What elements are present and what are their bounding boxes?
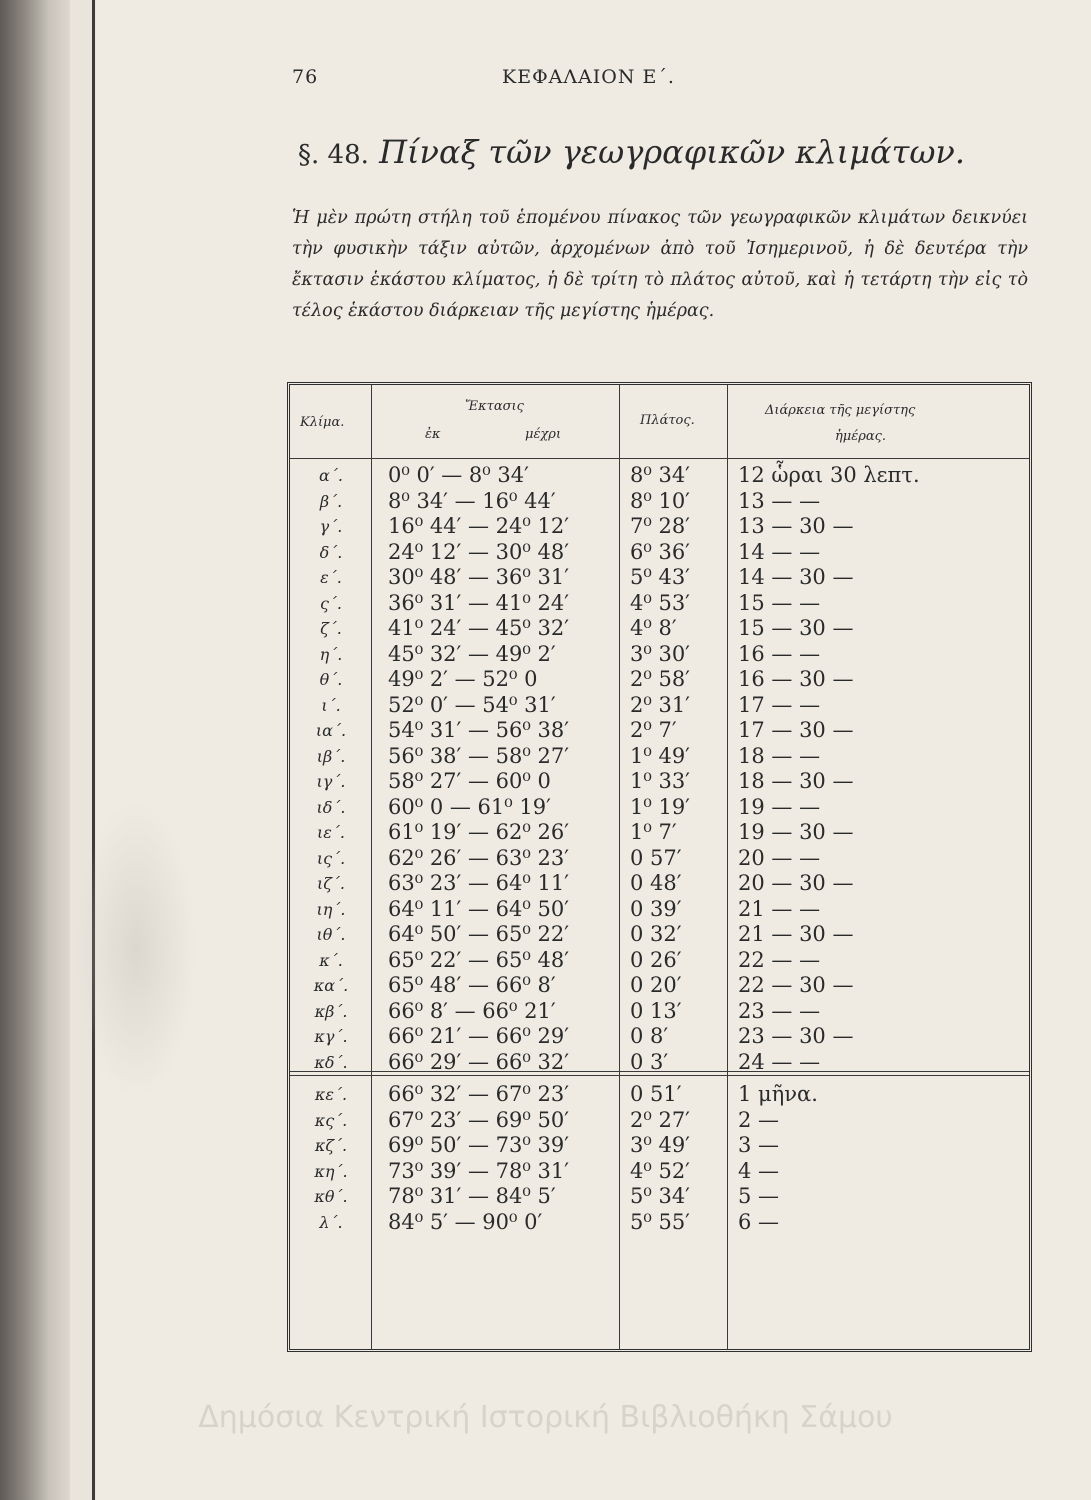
ektasis-cell: 63⁰ 23′ — 64⁰ 11′ — [388, 871, 569, 895]
table-row — [290, 463, 1029, 489]
diarkeia-cell: 23 — — — [738, 998, 821, 1023]
platos-cell: 5⁰ 43′ — [630, 565, 690, 589]
diarkeia-cell: 20 — — — [738, 845, 821, 870]
header-ektasis: Ἔκτασις — [465, 399, 524, 414]
ektasis-cell: 45⁰ 32′ — 49⁰ 2′ — [388, 641, 556, 666]
klima-cell: κα΄. — [313, 976, 349, 995]
klima-cell: ις΄. — [316, 848, 346, 868]
ektasis-cell: 52⁰ 0′ — 54⁰ 31′ — [388, 692, 556, 717]
platos-cell: 0 3′ — [630, 1049, 669, 1074]
klima-cell: γ΄. — [319, 517, 343, 536]
ektasis-cell: 49⁰ 2′ — 52⁰ 0 — [388, 667, 538, 691]
diarkeia-cell: 13 — 30 — — [738, 514, 854, 538]
ektasis-cell: 54⁰ 31′ — 56⁰ 38′ — [388, 718, 569, 742]
header-ek: ἐκ — [425, 427, 441, 442]
ektasis-cell: 36⁰ 31′ — 41⁰ 24′ — [388, 590, 569, 615]
klima-cell: κ΄. — [319, 950, 343, 970]
platos-cell: 2⁰ 58′ — [630, 667, 690, 691]
platos-cell: 0 13′ — [630, 998, 682, 1023]
ektasis-cell: 66⁰ 29′ — 66⁰ 32′ — [388, 1049, 569, 1074]
ektasis-cell: 16⁰ 44′ — 24⁰ 12′ — [388, 514, 569, 538]
table-row — [290, 1082, 1029, 1108]
diarkeia-cell: 4 — — [738, 1158, 780, 1183]
table-row — [290, 1133, 1029, 1159]
table-row — [290, 871, 1029, 897]
klima-cell: η΄. — [319, 644, 343, 664]
ektasis-cell: 66⁰ 21′ — 66⁰ 29′ — [388, 1024, 569, 1048]
table-row — [290, 667, 1029, 693]
table-row — [290, 718, 1029, 744]
table-row — [290, 693, 1029, 719]
diarkeia-cell: 15 — 30 — — [738, 616, 854, 640]
table-row — [290, 514, 1029, 540]
platos-cell: 0 8′ — [630, 1024, 669, 1048]
page-edge-line — [92, 0, 95, 1500]
klima-cell: λ΄. — [319, 1212, 343, 1232]
table-row — [290, 616, 1029, 642]
platos-cell: 2⁰ 7′ — [630, 718, 677, 742]
ektasis-cell: 41⁰ 24′ — 45⁰ 32′ — [388, 616, 569, 640]
ektasis-cell: 58⁰ 27′ — 60⁰ 0 — [388, 769, 551, 793]
table-row — [290, 591, 1029, 617]
platos-cell: 1⁰ 49′ — [630, 743, 690, 768]
diarkeia-cell: 18 — 30 — — [738, 769, 854, 793]
ektasis-cell: 65⁰ 48′ — 66⁰ 8′ — [388, 973, 556, 997]
ektasis-cell: 0⁰ 0′ — 8⁰ 34′ — [388, 463, 529, 487]
klima-cell: κζ΄. — [314, 1136, 348, 1155]
table-body-months — [290, 1082, 1029, 1235]
diarkeia-cell: 12 ὧραι 30 λεπτ. — [738, 463, 920, 487]
ektasis-cell: 62⁰ 26′ — 63⁰ 23′ — [388, 845, 569, 870]
platos-cell: 0 48′ — [630, 871, 682, 895]
diarkeia-cell: 22 — — — [738, 947, 821, 972]
diarkeia-cell: 21 — — — [738, 896, 821, 921]
klima-cell: κη΄. — [314, 1161, 348, 1181]
diarkeia-cell: 24 — — — [738, 1049, 821, 1074]
diarkeia-cell: 20 — 30 — — [738, 871, 854, 895]
platos-cell: 0 20′ — [630, 973, 682, 997]
intro-paragraph: Ἡ μὲν πρώτη στήλη τοῦ ἑπομένου πίνακος τῶν γεωγραφικῶν κλιμάτων δεικνύει τὴν φυσικὴν τάξιν αὐτῶν, ἀρχομένων ἀπὸ τοῦ Ἰσημερινοῦ, ἡ δὲ δευτέρα τὴν ἔκτασιν ἑκάστου κλίματος, ἡ δὲ τρίτη τὸ πλάτος αὐτοῦ, καὶ ἡ τετάρτη τὴν εἰς τὸ τέλος ἑκάστου διάρκειαν τῆς μεγίστης ἡμέρας. — [292, 208, 1028, 321]
klima-cell: κς΄. — [314, 1110, 348, 1130]
climates-table — [287, 382, 1032, 1352]
table-row — [290, 642, 1029, 668]
diarkeia-cell: 14 — 30 — — [738, 565, 854, 589]
diarkeia-cell: 1 μῆνα. — [738, 1082, 818, 1106]
platos-cell: 0 39′ — [630, 896, 682, 921]
platos-cell: 4⁰ 8′ — [630, 616, 677, 640]
table-row — [290, 999, 1029, 1025]
table-row — [290, 973, 1029, 999]
table-row — [290, 565, 1029, 591]
diarkeia-cell: 3 — — [738, 1133, 780, 1157]
diarkeia-cell: 17 — 30 — — [738, 718, 854, 742]
ektasis-cell: 66⁰ 32′ — 67⁰ 23′ — [388, 1082, 569, 1106]
diarkeia-cell: 21 — 30 — — [738, 922, 854, 946]
klima-cell: ια΄. — [315, 721, 347, 740]
diarkeia-cell: 13 — — — [738, 488, 821, 513]
platos-cell: 8⁰ 34′ — [630, 463, 690, 487]
table-row — [290, 1108, 1029, 1134]
table-row — [290, 1050, 1029, 1076]
klima-cell: ι΄. — [321, 695, 341, 715]
klima-cell: ε΄. — [320, 568, 342, 587]
table-row — [290, 540, 1029, 566]
table-row — [290, 1024, 1029, 1050]
platos-cell: 2⁰ 27′ — [630, 1107, 690, 1132]
ektasis-cell: 78⁰ 31′ — 84⁰ 5′ — [388, 1184, 556, 1208]
header-rule — [290, 458, 1029, 459]
ektasis-cell: 56⁰ 38′ — 58⁰ 27′ — [388, 743, 569, 768]
platos-cell: 2⁰ 31′ — [630, 692, 690, 717]
table-row — [290, 897, 1029, 923]
table-row — [290, 1184, 1029, 1210]
diarkeia-cell: 16 — — — [738, 641, 821, 666]
diarkeia-cell: 18 — — — [738, 743, 821, 768]
platos-cell: 4⁰ 53′ — [630, 590, 690, 615]
platos-cell: 0 57′ — [630, 845, 682, 870]
diarkeia-cell: 6 — — [738, 1209, 780, 1234]
klima-cell: β΄. — [319, 491, 343, 511]
platos-cell: 4⁰ 52′ — [630, 1158, 690, 1183]
ektasis-cell: 69⁰ 50′ — 73⁰ 39′ — [388, 1133, 569, 1157]
klima-cell: κβ΄. — [314, 1001, 348, 1021]
klima-cell: θ΄. — [319, 670, 343, 689]
diarkeia-cell: 5 — — [738, 1184, 780, 1208]
section-title-text: Πίναξ τῶν γεωγραφικῶν κλιμάτων. — [379, 133, 966, 171]
table-body-hours — [290, 463, 1029, 1075]
ektasis-cell: 64⁰ 50′ — 65⁰ 22′ — [388, 922, 569, 946]
diarkeia-cell: 23 — 30 — — [738, 1024, 854, 1048]
ektasis-cell: 30⁰ 48′ — 36⁰ 31′ — [388, 565, 569, 589]
section-number: §. 48. — [298, 140, 369, 170]
platos-cell: 0 51′ — [630, 1082, 682, 1106]
platos-cell: 1⁰ 33′ — [630, 769, 690, 793]
table-row — [290, 922, 1029, 948]
platos-cell: 1⁰ 7′ — [630, 820, 677, 844]
diarkeia-cell: 17 — — — [738, 692, 821, 717]
ektasis-cell: 73⁰ 39′ — 78⁰ 31′ — [388, 1158, 569, 1183]
klima-cell: α΄. — [319, 466, 343, 485]
chapter-heading: ΚΕΦΑΛΑΙΟΝ Ε΄. — [502, 66, 675, 88]
page-number: 76 — [292, 66, 319, 88]
book-spine-shadow — [0, 0, 70, 1500]
table-row — [290, 795, 1029, 821]
header-klima: Κλίμα. — [300, 415, 345, 430]
header-imeras: ἡμέρας. — [835, 429, 887, 444]
platos-cell: 5⁰ 55′ — [630, 1209, 690, 1234]
diarkeia-cell: 2 — — [738, 1107, 780, 1132]
ektasis-cell: 24⁰ 12′ — 30⁰ 48′ — [388, 539, 569, 564]
platos-cell: 8⁰ 10′ — [630, 488, 690, 513]
table-row — [290, 489, 1029, 515]
header-mechri: μέχρι — [525, 427, 562, 442]
klima-cell: ιδ΄. — [316, 797, 346, 817]
klima-cell: κθ΄. — [314, 1187, 348, 1206]
diarkeia-cell: 15 — — — [738, 590, 821, 615]
klima-cell: ζ΄. — [320, 619, 342, 638]
table-row — [290, 820, 1029, 846]
diarkeia-cell: 19 — — — [738, 794, 821, 819]
diarkeia-cell: 16 — 30 — — [738, 667, 854, 691]
table-row — [290, 1210, 1029, 1236]
klima-cell: ιβ΄. — [316, 746, 346, 766]
klima-cell: κδ΄. — [314, 1052, 348, 1072]
platos-cell: 6⁰ 36′ — [630, 539, 690, 564]
platos-cell: 0 32′ — [630, 922, 682, 946]
table-row — [290, 744, 1029, 770]
klima-cell: δ΄. — [319, 542, 343, 562]
platos-cell: 0 26′ — [630, 947, 682, 972]
ektasis-cell: 64⁰ 11′ — 64⁰ 50′ — [388, 896, 569, 921]
klima-cell: ς΄. — [319, 593, 343, 613]
table-row — [290, 948, 1029, 974]
page-smudge — [76, 800, 196, 1100]
header-platos: Πλάτος. — [640, 413, 695, 428]
ektasis-cell: 66⁰ 8′ — 66⁰ 21′ — [388, 998, 556, 1023]
ektasis-cell: 65⁰ 22′ — 65⁰ 48′ — [388, 947, 569, 972]
klima-cell: κγ΄. — [314, 1027, 348, 1046]
table-row — [290, 769, 1029, 795]
klima-cell: ιζ΄. — [316, 874, 346, 893]
klima-cell: ιη΄. — [316, 899, 346, 919]
ektasis-cell: 8⁰ 34′ — 16⁰ 44′ — [388, 488, 556, 513]
platos-cell: 5⁰ 34′ — [630, 1184, 690, 1208]
section-title — [298, 133, 1038, 171]
klima-cell: ιθ΄. — [316, 925, 346, 944]
platos-cell: 1⁰ 19′ — [630, 794, 690, 819]
platos-cell: 7⁰ 28′ — [630, 514, 690, 538]
header-diarkeia: Διάρκεια τῆς μεγίστης — [765, 403, 916, 418]
page-header — [292, 66, 892, 96]
table-row — [290, 1159, 1029, 1185]
platos-cell: 3⁰ 30′ — [630, 641, 690, 666]
diarkeia-cell: 19 — 30 — — [738, 820, 854, 844]
ektasis-cell: 67⁰ 23′ — 69⁰ 50′ — [388, 1107, 569, 1132]
table-row — [290, 846, 1029, 872]
platos-cell: 3⁰ 49′ — [630, 1133, 690, 1157]
diarkeia-cell: 14 — — — [738, 539, 821, 564]
ektasis-cell: 60⁰ 0 — 61⁰ 19′ — [388, 794, 551, 819]
diarkeia-cell: 22 — 30 — — [738, 973, 854, 997]
ektasis-cell: 84⁰ 5′ — 90⁰ 0′ — [388, 1209, 543, 1234]
klima-cell: κε΄. — [314, 1085, 348, 1104]
klima-cell: ιγ΄. — [316, 772, 346, 791]
klima-cell: ιε΄. — [317, 823, 345, 842]
library-watermark: Δημόσια Κεντρική Ιστορική Βιβλιοθήκη Σάμου — [198, 1400, 893, 1435]
ektasis-cell: 61⁰ 19′ — 62⁰ 26′ — [388, 820, 569, 844]
